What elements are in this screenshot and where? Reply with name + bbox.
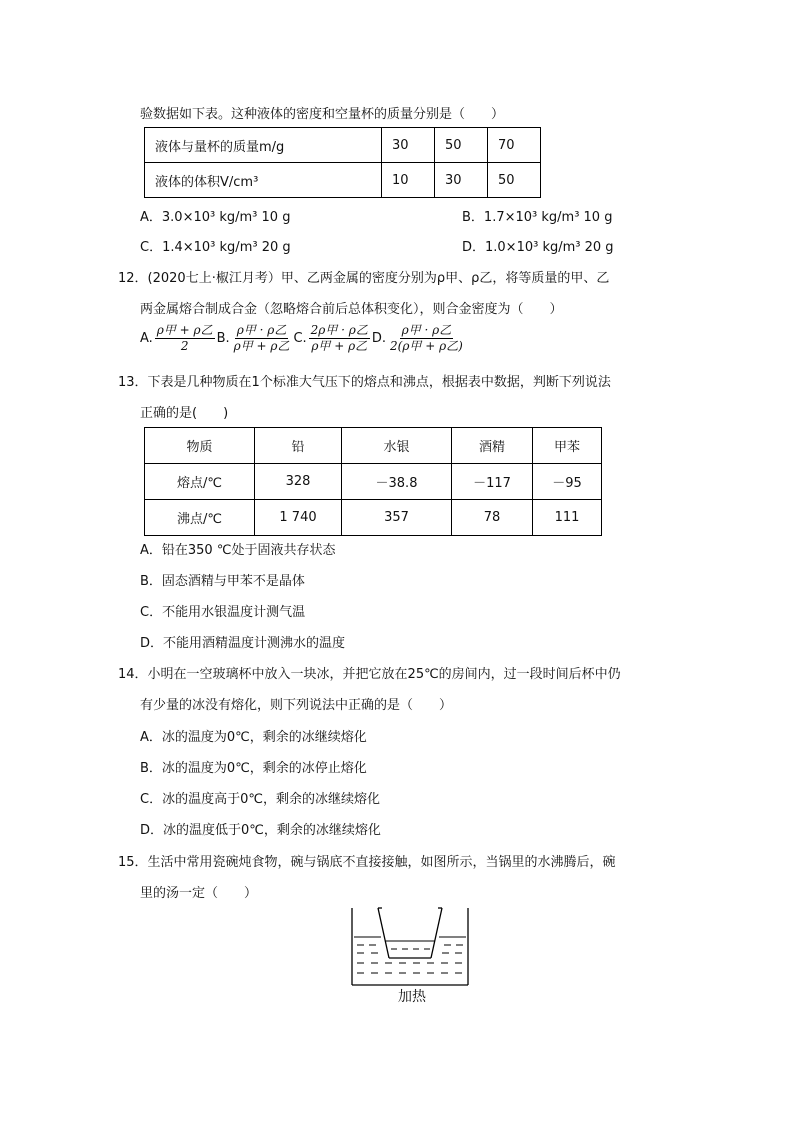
table-cell: 酒精 xyxy=(452,428,533,464)
q14-option-c: C．冰的温度高于0℃，剩余的冰继续熔化 xyxy=(140,792,380,807)
table-row xyxy=(145,500,602,536)
q11-option-d: D．1.0×10³ kg/m³ 20 g xyxy=(462,240,614,255)
q13-option-c: C．不能用水银温度计测气温 xyxy=(140,605,306,620)
q11-option-a: A．3.0×10³ kg/m³ 10 g xyxy=(140,210,291,225)
table-row xyxy=(145,163,541,198)
table-cell: 甲苯 xyxy=(533,428,602,464)
figure-caption: 加热 xyxy=(398,989,426,1005)
q14-option-b: B．冰的温度为0℃，剩余的冰停止熔化 xyxy=(140,761,367,776)
q11-option-b: B．1.7×10³ kg/m³ 10 g xyxy=(462,210,613,225)
q15-line1: 15．生活中常用瓷碗炖食物，碗与锅底不直接接触，如图所示，当锅里的水沸腾后，碗 xyxy=(118,855,616,870)
q12-option-b-label: B. xyxy=(216,331,230,346)
q15-line2: 里的汤一定（ ） xyxy=(140,886,258,901)
q12-option-a-label: A. xyxy=(140,331,153,346)
q14-option-d: D．冰的温度低于0℃，剩余的冰继续熔化 xyxy=(140,823,381,838)
table-cell: 沸点/℃ xyxy=(145,500,255,536)
bowl-soup xyxy=(385,941,435,949)
table-cell: 78 xyxy=(452,500,533,536)
fraction-denominator: ρ甲 + ρ乙 xyxy=(233,339,290,353)
q12-line2: 两金属熔合制成合金（忽略熔合前后总体积变化），则合金密度为（ ） xyxy=(140,302,563,317)
table-cell: 111 xyxy=(533,500,602,536)
table-cell: 328 xyxy=(255,464,342,500)
table-cell: 357 xyxy=(342,500,452,536)
q14-line1: 14．小明在一空玻璃杯中放入一块冰，并把它放在25℃的房间内，过一段时间后杯中仍 xyxy=(118,667,621,682)
fraction-numerator: ρ甲 · ρ乙 xyxy=(236,323,287,337)
q12-options xyxy=(140,323,465,354)
q12-option-c-label: C. xyxy=(293,331,307,346)
q13-table xyxy=(144,427,602,536)
table-row xyxy=(145,128,541,163)
q12-option-d-fraction xyxy=(388,323,465,354)
table-cell: 50 xyxy=(435,128,488,163)
table-cell: －95 xyxy=(533,464,602,500)
table-row xyxy=(145,428,602,464)
table-cell: －117 xyxy=(452,464,533,500)
q13-option-b: B．固态酒精与甲苯不是晶体 xyxy=(140,574,305,589)
q13-option-a: A．铅在350 ℃处于固液共存状态 xyxy=(140,543,336,558)
table-cell: 30 xyxy=(435,163,488,198)
q11-table xyxy=(144,127,541,198)
table-cell: 液体与量杯的质量m/g xyxy=(145,128,382,163)
fraction-numerator: ρ甲 · ρ乙 xyxy=(401,323,452,337)
q13-line2: 正确的是( ) xyxy=(140,406,229,421)
q12-option-b-fraction xyxy=(232,323,292,354)
table-cell: 70 xyxy=(488,128,541,163)
table-cell: 液体的体积V/cm³ xyxy=(145,163,382,198)
q12-option-d-label: D. xyxy=(371,331,387,346)
pot-water xyxy=(354,937,466,973)
q11-intro: 验数据如下表。这种液体的密度和空量杯的质量分别是（ ） xyxy=(140,107,505,122)
q14-line2: 有少量的冰没有熔化，则下列说法中正确的是（ ） xyxy=(140,698,453,713)
fraction-numerator: ρ甲 + ρ乙 xyxy=(156,323,213,337)
table-cell: 熔点/℃ xyxy=(145,464,255,500)
q12-line1: 12．(2020七上·椒江月考）甲、乙两金属的密度分别为ρ甲、ρ乙，将等质量的甲、乙 xyxy=(118,271,610,286)
table-cell: 50 xyxy=(488,163,541,198)
q14-option-a: A．冰的温度为0℃，剩余的冰继续熔化 xyxy=(140,730,367,745)
q12-option-a-fraction xyxy=(155,323,215,354)
bowl-outline xyxy=(378,908,442,958)
table-cell: 铅 xyxy=(255,428,342,464)
fraction-denominator: 2(ρ甲 + ρ乙) xyxy=(390,339,463,353)
q12-option-c-fraction xyxy=(309,323,370,354)
fraction-numerator: 2ρ甲 · ρ乙 xyxy=(310,323,368,337)
q13-option-d: D．不能用酒精温度计测沸水的温度 xyxy=(140,636,346,651)
table-cell: －38.8 xyxy=(342,464,452,500)
q13-line1: 13．下表是几种物质在1个标准大气压下的熔点和沸点，根据表中数据，判断下列说法 xyxy=(118,375,611,390)
table-cell: 30 xyxy=(382,128,435,163)
table-row xyxy=(145,464,602,500)
table-cell: 1 740 xyxy=(255,500,342,536)
table-cell: 物质 xyxy=(145,428,255,464)
fraction-denominator: ρ甲 + ρ乙 xyxy=(311,339,368,353)
table-cell: 10 xyxy=(382,163,435,198)
fraction-denominator: 2 xyxy=(180,339,189,353)
pot-outline xyxy=(352,908,468,985)
table-cell: 水银 xyxy=(342,428,452,464)
q11-option-c: C．1.4×10³ kg/m³ 20 g xyxy=(140,240,291,255)
